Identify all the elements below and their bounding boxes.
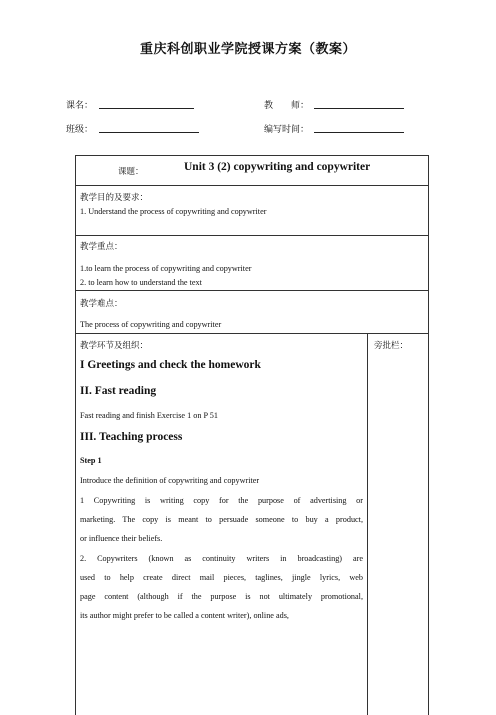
- topic-label: 课题：: [118, 167, 144, 177]
- paragraph-line: its author might prefer to be called a content writer), online ads,: [80, 611, 289, 620]
- section-heading: III. Teaching process: [80, 431, 183, 443]
- date-label: 编写时间：: [264, 125, 310, 135]
- objectives-heading: 教学目的及要求：: [80, 193, 149, 203]
- paragraph-line: marketing. The copy is meant to persuade someone to buy a product,: [80, 515, 363, 524]
- paragraph-line: page content (although if the purpose is not ultimately promotional,: [80, 592, 363, 601]
- procedure-heading: 教学环节及组织：: [80, 341, 149, 351]
- key-point-line: 1.to learn the process of copywriting and copywriter: [80, 264, 252, 273]
- key-point-line: 2. to learn how to understand the text: [80, 278, 202, 287]
- topic-title: Unit 3 (2) copywriting and copywriter: [184, 161, 371, 173]
- objective-line: 1. Understand the process of copywriting and copywriter: [80, 207, 267, 216]
- row-divider: [76, 235, 428, 236]
- lesson-plan-table: [75, 155, 429, 715]
- paragraph-line: or influence their beliefs.: [80, 534, 163, 543]
- paragraph-line: used to help create direct mail pieces, taglines, jingle lyrics, web: [80, 573, 363, 582]
- step-intro: Introduce the definition of copywriting and copywriter: [80, 476, 260, 485]
- side-notes-heading: 旁批栏：: [374, 341, 409, 351]
- difficulty-line: The process of copywriting and copywriter: [80, 320, 222, 329]
- date-field[interactable]: [314, 132, 404, 133]
- section-heading: I Greetings and check the homework: [80, 359, 261, 371]
- column-divider: [367, 333, 368, 715]
- section-heading: II. Fast reading: [80, 385, 157, 397]
- paragraph-line: 2. Copywriters (known as continuity writers in broadcasting) are: [80, 554, 363, 563]
- class-label: 班级：: [66, 125, 94, 135]
- paragraph-line: 1 Copywriting is writing copy for the purpose of advertising or: [80, 496, 363, 505]
- key-points-heading: 教学重点：: [80, 242, 123, 252]
- row-divider: [76, 290, 428, 291]
- row-divider: [76, 185, 428, 186]
- step-heading: Step 1: [80, 456, 102, 465]
- course-field[interactable]: [99, 108, 194, 109]
- teacher-field[interactable]: [314, 108, 404, 109]
- class-field[interactable]: [99, 132, 199, 133]
- difficulties-heading: 教学难点：: [80, 299, 123, 309]
- teacher-label: 教 师：: [264, 101, 310, 111]
- row-divider: [76, 333, 428, 334]
- page-title: 重庆科创职业学院授课方案（教案）: [139, 42, 356, 57]
- section-text: Fast reading and finish Exercise 1 on P 51: [80, 411, 218, 420]
- course-label: 课名：: [66, 101, 94, 111]
